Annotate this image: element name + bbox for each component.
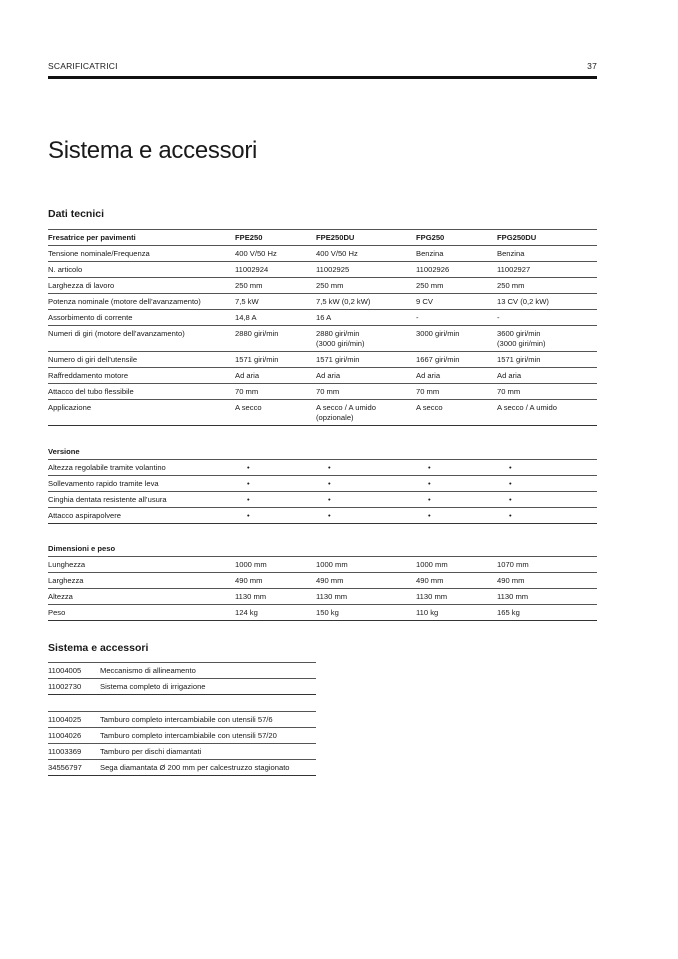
- version-header-row: [48, 444, 597, 460]
- accessories-table-2: [48, 711, 316, 776]
- table-cell: 70 mm: [316, 384, 416, 400]
- tech-heading: Dati tecnici: [48, 208, 105, 220]
- bullet-mark: •: [235, 508, 316, 524]
- table-cell: Benzina: [416, 246, 497, 262]
- table-cell: -: [416, 310, 497, 326]
- table-cell: 150 kg: [316, 605, 416, 621]
- table-cell: 1130 mm: [316, 589, 416, 605]
- table-cell: [316, 541, 416, 557]
- table-cell: Larghezza di lavoro: [48, 278, 235, 294]
- table-cell: Attacco aspirapolvere: [48, 508, 235, 524]
- table-cell: [316, 444, 416, 460]
- page-number: 37: [587, 61, 597, 71]
- dimension-row: [48, 557, 597, 573]
- section-name: SCARIFICATRICI: [48, 61, 118, 71]
- dimensions-header-row: [48, 541, 597, 557]
- table-cell: -: [497, 310, 597, 326]
- table-cell: 250 mm: [235, 278, 316, 294]
- table-cell: [235, 444, 316, 460]
- table-cell: Altezza: [48, 589, 235, 605]
- accessory-row: [48, 663, 316, 679]
- bullet-mark: •: [316, 460, 416, 476]
- table-cell: 1130 mm: [416, 589, 497, 605]
- table-cell: Ad aria: [316, 368, 416, 384]
- table-cell: 11002924: [235, 262, 316, 278]
- table-cell: 11002926: [416, 262, 497, 278]
- accessory-row: [48, 728, 316, 744]
- spec-row: [48, 294, 597, 310]
- table-cell: Assorbimento di corrente: [48, 310, 235, 326]
- dimension-row: [48, 573, 597, 589]
- table-cell: A secco / A umido: [497, 400, 597, 426]
- spacer-row: [48, 426, 597, 445]
- bullet-mark: •: [497, 508, 597, 524]
- accessory-description: Meccanismo di allineamento: [100, 663, 316, 679]
- bullet-mark: •: [235, 460, 316, 476]
- table-cell: Altezza regolabile tramite volantino: [48, 460, 235, 476]
- table-cell: [497, 541, 597, 557]
- table-cell: 7,5 kW (0,2 kW): [316, 294, 416, 310]
- bullet-mark: •: [416, 492, 497, 508]
- table-cell: Attacco del tubo flessibile: [48, 384, 235, 400]
- table-cell: 70 mm: [416, 384, 497, 400]
- table-cell: 1571 giri/min: [235, 352, 316, 368]
- table-cell: 165 kg: [497, 605, 597, 621]
- table-cell: 11002927: [497, 262, 597, 278]
- table-cell: 13 CV (0,2 kW): [497, 294, 597, 310]
- bullet-mark: •: [235, 492, 316, 508]
- spacer: [48, 426, 597, 445]
- table-cell: 14,8 A: [235, 310, 316, 326]
- article-number: 34556797: [48, 760, 100, 776]
- table-cell: 70 mm: [497, 384, 597, 400]
- article-number: 11004025: [48, 712, 100, 728]
- accessory-row: [48, 712, 316, 728]
- article-number: 11003369: [48, 744, 100, 760]
- table-cell: 1070 mm: [497, 557, 597, 573]
- table-cell: 16 A: [316, 310, 416, 326]
- table-cell: Potenza nominale (motore dell’avanzamento): [48, 294, 235, 310]
- table-cell: Ad aria: [235, 368, 316, 384]
- table-cell: A secco: [416, 400, 497, 426]
- spec-row: [48, 246, 597, 262]
- table-cell: Applicazione: [48, 400, 235, 426]
- spec-row: [48, 310, 597, 326]
- table-cell: A secco / A umido (opzionale): [316, 400, 416, 426]
- table-cell: 250 mm: [497, 278, 597, 294]
- spacer: [48, 524, 597, 542]
- bullet-mark: •: [235, 476, 316, 492]
- table-cell: Cinghia dentata resistente all’usura: [48, 492, 235, 508]
- table-cell: 3600 giri/min (3000 giri/min): [497, 326, 597, 352]
- accessory-description: Tamburo per dischi diamantati: [100, 744, 316, 760]
- spec-row: [48, 384, 597, 400]
- table-cell: 124 kg: [235, 605, 316, 621]
- spec-header-row: [48, 230, 597, 246]
- table-cell: 490 mm: [235, 573, 316, 589]
- table-cell: 490 mm: [316, 573, 416, 589]
- table-cell: [497, 444, 597, 460]
- table-cell: 490 mm: [497, 573, 597, 589]
- spec-row: [48, 278, 597, 294]
- bullet-mark: •: [497, 476, 597, 492]
- dimension-row: [48, 589, 597, 605]
- table-cell: Tensione nominale/Frequenza: [48, 246, 235, 262]
- table-cell: 490 mm: [416, 573, 497, 589]
- table-cell: 250 mm: [316, 278, 416, 294]
- table-cell: 9 CV: [416, 294, 497, 310]
- dimensions-heading: Dimensioni e peso: [48, 541, 235, 557]
- spec-row: [48, 326, 597, 352]
- column-header: Fresatrice per pavimenti: [48, 230, 235, 246]
- version-row: [48, 508, 597, 524]
- table-cell: Peso: [48, 605, 235, 621]
- table-cell: Numeri di giri (motore dell’avanzamento): [48, 326, 235, 352]
- column-header: FPE250: [235, 230, 316, 246]
- table-cell: Ad aria: [497, 368, 597, 384]
- header-rule: [48, 76, 597, 79]
- table-cell: 110 kg: [416, 605, 497, 621]
- spec-row: [48, 368, 597, 384]
- table-cell: Larghezza: [48, 573, 235, 589]
- accessory-row: [48, 760, 316, 776]
- column-header: FPG250: [416, 230, 497, 246]
- spec-row: [48, 352, 597, 368]
- spacer-row: [48, 524, 597, 542]
- accessory-row: [48, 744, 316, 760]
- version-heading: Versione: [48, 444, 235, 460]
- article-number: 11002730: [48, 679, 100, 695]
- column-header: FPG250DU: [497, 230, 597, 246]
- table-cell: Ad aria: [416, 368, 497, 384]
- table-cell: [235, 541, 316, 557]
- bullet-mark: •: [316, 492, 416, 508]
- version-row: [48, 492, 597, 508]
- table-cell: 250 mm: [416, 278, 497, 294]
- version-row: [48, 460, 597, 476]
- column-header: FPE250DU: [316, 230, 416, 246]
- spec-table: [48, 229, 597, 621]
- article-number: 11004005: [48, 663, 100, 679]
- table-cell: 1130 mm: [497, 589, 597, 605]
- table-cell: Numero di giri dell’utensile: [48, 352, 235, 368]
- table-cell: 2880 giri/min (3000 giri/min): [316, 326, 416, 352]
- table-cell: 1667 giri/min: [416, 352, 497, 368]
- dimension-row: [48, 605, 597, 621]
- accessory-description: Tamburo completo intercambiabile con utensili 57/6: [100, 712, 316, 728]
- table-cell: 2880 giri/min: [235, 326, 316, 352]
- table-cell: 11002925: [316, 262, 416, 278]
- table-cell: N. articolo: [48, 262, 235, 278]
- table-cell: 1130 mm: [235, 589, 316, 605]
- table-cell: 1571 giri/min: [497, 352, 597, 368]
- spec-row: [48, 400, 597, 426]
- version-row: [48, 476, 597, 492]
- table-cell: 3000 giri/min: [416, 326, 497, 352]
- table-cell: Sollevamento rapido tramite leva: [48, 476, 235, 492]
- article-number: 11004026: [48, 728, 100, 744]
- spec-row: [48, 262, 597, 278]
- bullet-mark: •: [497, 460, 597, 476]
- bullet-mark: •: [316, 508, 416, 524]
- table-cell: 1571 giri/min: [316, 352, 416, 368]
- table-cell: 1000 mm: [316, 557, 416, 573]
- table-cell: 7,5 kW: [235, 294, 316, 310]
- table-cell: 400 V/50 Hz: [235, 246, 316, 262]
- bullet-mark: •: [497, 492, 597, 508]
- table-cell: Raffreddamento motore: [48, 368, 235, 384]
- bullet-mark: •: [416, 508, 497, 524]
- accessories-heading: Sistema e accessori: [48, 642, 149, 654]
- table-cell: A secco: [235, 400, 316, 426]
- bullet-mark: •: [416, 476, 497, 492]
- table-cell: 1000 mm: [235, 557, 316, 573]
- table-cell: 400 V/50 Hz: [316, 246, 416, 262]
- bullet-mark: •: [416, 460, 497, 476]
- table-cell: 1000 mm: [416, 557, 497, 573]
- accessory-description: Tamburo completo intercambiabile con utensili 57/20: [100, 728, 316, 744]
- table-cell: 70 mm: [235, 384, 316, 400]
- accessories-table-1: [48, 662, 316, 695]
- accessory-row: [48, 679, 316, 695]
- page-title: Sistema e accessori: [48, 137, 258, 164]
- table-cell: [416, 444, 497, 460]
- bullet-mark: •: [316, 476, 416, 492]
- table-cell: Benzina: [497, 246, 597, 262]
- accessory-description: Sega diamantata Ø 200 mm per calcestruzzo stagionato: [100, 760, 316, 776]
- accessory-description: Sistema completo di irrigazione: [100, 679, 316, 695]
- table-cell: [416, 541, 497, 557]
- table-cell: Lunghezza: [48, 557, 235, 573]
